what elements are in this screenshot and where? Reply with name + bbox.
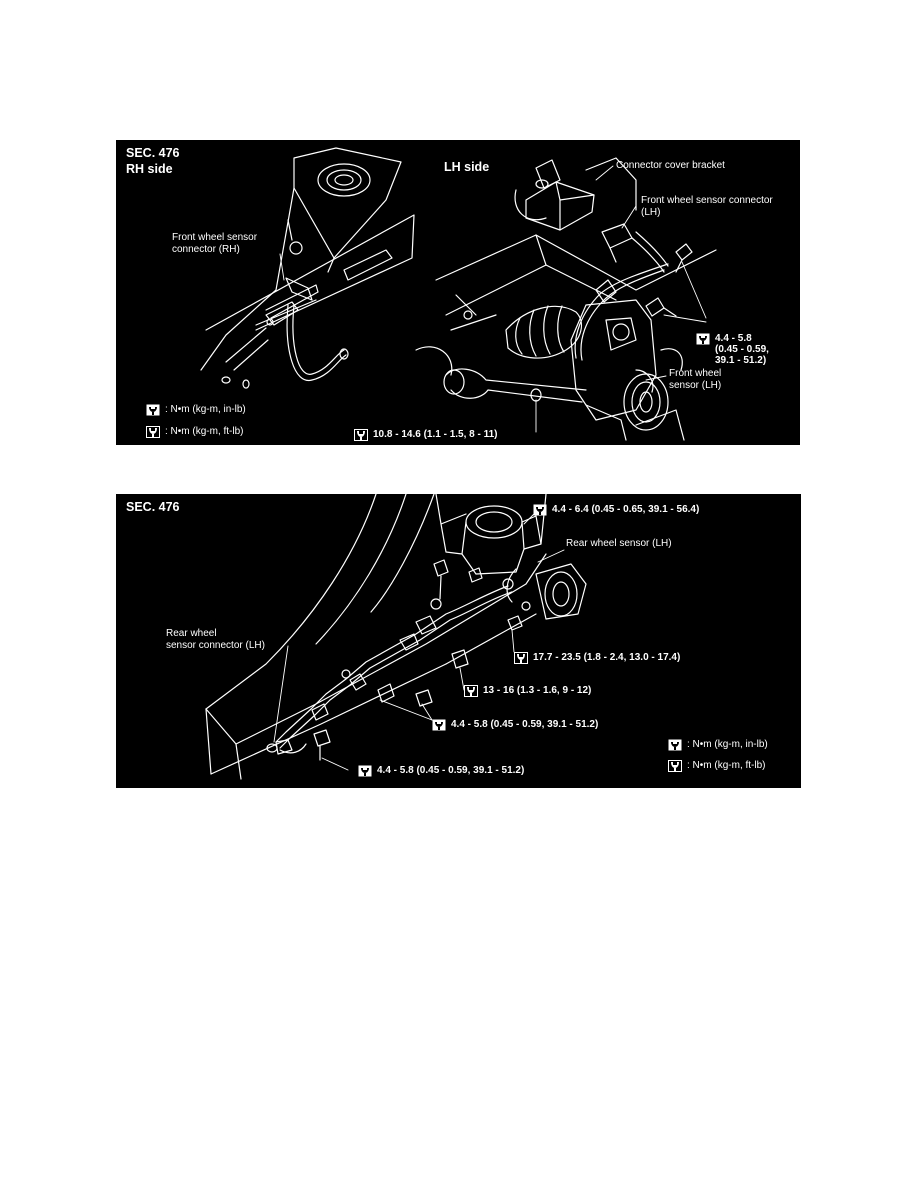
wrench-inlb-icon bbox=[358, 765, 372, 777]
label-connector-cover-bracket: Connector cover bracket bbox=[616, 160, 725, 171]
section-number: SEC. 476 bbox=[126, 500, 180, 514]
legend-in-lb: : N•m (kg-m, in-lb) bbox=[146, 404, 246, 416]
torque-spec-lower: 10.8 - 14.6 (1.1 - 1.5, 8 - 11) bbox=[354, 429, 498, 441]
label-front-connector-rh: Front wheel sensor connector (RH) bbox=[172, 232, 258, 255]
torque-spec-mid: 4.4 - 5.8 (0.45 - 0.59, 39.1 - 51.2) bbox=[432, 719, 598, 731]
lh-side-heading: LH side bbox=[444, 160, 490, 174]
wrench-ftlb-icon bbox=[668, 760, 682, 772]
wrench-inlb-icon bbox=[668, 739, 682, 751]
front-wheel-sensor-diagram bbox=[116, 140, 800, 445]
label-rear-connector-lh: Rear wheel sensor connector (LH) bbox=[166, 628, 265, 651]
torque-spec-bracket-bolt: 4.4 - 5.8 (0.45 - 0.59, 39.1 - 51.2) bbox=[696, 333, 769, 366]
rh-side-heading: RH side bbox=[126, 162, 173, 176]
legend-ft-lb: : N•m (kg-m, ft-lb) bbox=[668, 760, 766, 772]
legend-in-lb: : N•m (kg-m, in-lb) bbox=[668, 739, 768, 751]
wrench-inlb-icon bbox=[533, 504, 547, 516]
front-linework bbox=[116, 140, 800, 445]
torque-spec-13: 13 - 16 (1.3 - 1.6, 9 - 12) bbox=[464, 685, 591, 697]
torque-spec-top: 4.4 - 6.4 (0.45 - 0.65, 39.1 - 56.4) bbox=[533, 504, 699, 516]
rear-wheel-sensor-diagram bbox=[116, 494, 801, 788]
wrench-inlb-icon bbox=[146, 404, 160, 416]
wrench-ftlb-icon bbox=[146, 426, 160, 438]
legend-ft-lb: : N•m (kg-m, ft-lb) bbox=[146, 426, 244, 438]
wrench-ftlb-icon bbox=[464, 685, 478, 697]
torque-spec-17: 17.7 - 23.5 (1.8 - 2.4, 13.0 - 17.4) bbox=[514, 652, 680, 664]
wrench-ftlb-icon bbox=[514, 652, 528, 664]
label-front-sensor-lh: Front wheel sensor (LH) bbox=[669, 368, 722, 391]
wrench-inlb-icon bbox=[696, 333, 710, 345]
wrench-inlb-icon bbox=[432, 719, 446, 731]
label-rear-sensor-lh: Rear wheel sensor (LH) bbox=[566, 538, 672, 549]
wrench-ftlb-icon bbox=[354, 429, 368, 441]
section-number: SEC. 476 bbox=[126, 146, 180, 160]
label-front-connector-lh: Front wheel sensor connector (LH) bbox=[641, 195, 773, 218]
torque-spec-bottom: 4.4 - 5.8 (0.45 - 0.59, 39.1 - 51.2) bbox=[358, 765, 524, 777]
